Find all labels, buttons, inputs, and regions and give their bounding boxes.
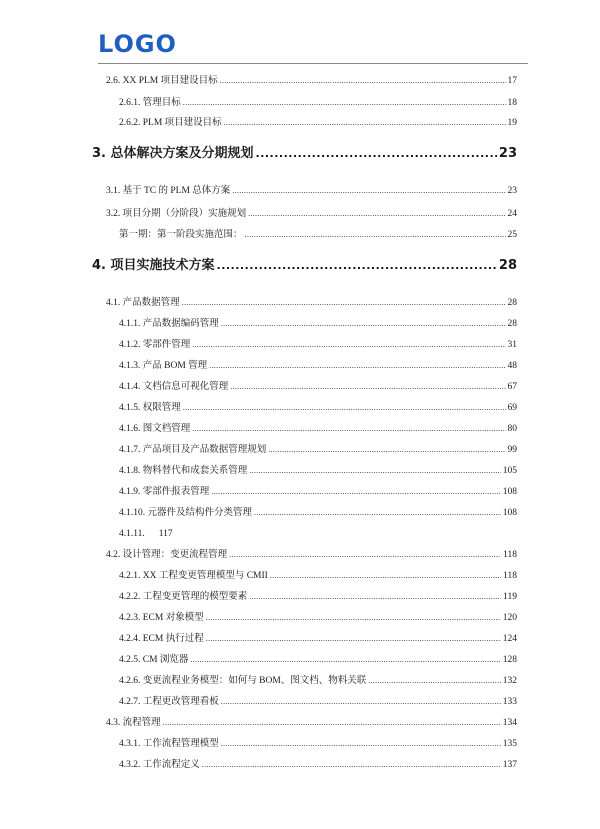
toc-entry-4-2-2[interactable] — [119, 591, 517, 603]
toc-entry-title: 4.3. 流程管理 — [106, 718, 161, 728]
toc-leader-dots — [230, 381, 505, 393]
toc-entry-title: 4.1.4. 文档信息可视化管理 — [119, 382, 229, 392]
toc-leader-dots — [232, 185, 505, 197]
toc-leader-dots — [209, 360, 505, 372]
toc-entry-page: 28 — [498, 258, 517, 273]
toc-entry-4-1-7[interactable] — [119, 444, 517, 456]
toc-leader-dots — [245, 229, 506, 241]
toc-entry-page: 48 — [507, 361, 517, 371]
toc-entry-title: 4. 项目实施技术方案 — [92, 258, 215, 273]
toc-entry-page: 23 — [498, 146, 517, 161]
toc-leader-dots — [229, 549, 501, 561]
toc-leader-dots — [192, 339, 505, 351]
toc-entry-title: 3. 总体解决方案及分期规划 — [92, 146, 254, 161]
toc-entry-chapter-4[interactable] — [92, 258, 517, 274]
toc-entry-4-1-3[interactable] — [119, 360, 517, 372]
toc-entry-page: 28 — [507, 319, 517, 329]
toc-entry-4-1-9[interactable] — [119, 486, 517, 498]
toc-entry-page: 124 — [502, 634, 517, 644]
toc-entry-title: 4.3.2. 工作流程定义 — [119, 760, 200, 770]
toc-entry-page: 119 — [503, 592, 517, 602]
toc-entry-page: 108 — [502, 508, 517, 518]
toc-entry-title: 4.1.9. 零部件报表管理 — [119, 487, 210, 497]
toc-entry-3-2[interactable] — [106, 208, 517, 220]
toc-entry-title: 2.6. XX PLM 项目建设目标 — [106, 76, 218, 86]
toc-entry-title: 4.2.5. CM 浏览器 — [119, 655, 189, 665]
toc-entry-title: 4.1.8. 物料替代和成套关系管理 — [119, 466, 248, 476]
toc-entry-title: 4.1. 产品数据管理 — [106, 298, 180, 308]
company-logo: LOGO — [98, 30, 177, 58]
toc-entry-4-3-2[interactable] — [119, 759, 517, 771]
toc-leader-dots — [256, 146, 497, 162]
toc-entry-page: 120 — [502, 613, 517, 623]
toc-entry-title: 4.1.11. — [119, 529, 145, 539]
toc-entry-title: 4.1.3. 产品 BOM 管理 — [119, 361, 208, 371]
toc-entry-page: 28 — [507, 298, 517, 308]
toc-entry-chapter-3[interactable] — [92, 146, 517, 162]
toc-entry-page: 23 — [507, 186, 517, 196]
toc-entry-4-2-7[interactable] — [119, 696, 517, 708]
toc-entry-title: 4.1.1. 产品数据编码管理 — [119, 319, 219, 329]
toc-entry-4-2[interactable] — [106, 549, 517, 561]
toc-entry-page: 134 — [502, 718, 517, 728]
toc-leader-dots — [221, 738, 501, 750]
toc-leader-dots — [221, 696, 501, 708]
toc-entry-title: 2.6.1. 管理目标 — [119, 98, 181, 108]
toc-entry-title: 3.1. 基于 TC 的 PLM 总体方案 — [106, 186, 231, 196]
toc-leader-dots — [268, 444, 505, 456]
toc-entry-4-1-10[interactable] — [119, 507, 517, 519]
toc-leader-dots — [249, 591, 501, 603]
toc-entry-page: 80 — [507, 424, 517, 434]
toc-entry-page: 25 — [507, 230, 517, 240]
toc-leader-dots — [249, 465, 500, 477]
toc-entry-page: 128 — [502, 655, 517, 665]
toc-entry-4-1-8[interactable] — [119, 465, 517, 477]
toc-entry-title: 第一期：第一阶段实施范围： — [119, 230, 243, 240]
toc-entry-page: 18 — [507, 98, 517, 108]
toc-leader-dots — [206, 612, 501, 624]
toc-entry-4-1-4[interactable] — [119, 381, 517, 393]
toc-entry-4-2-6[interactable] — [119, 675, 517, 687]
toc-entry-page: 67 — [507, 382, 517, 392]
toc-entry-page: 117 — [158, 529, 173, 539]
toc-entry-title: 4.3.1. 工作流程管理模型 — [119, 739, 219, 749]
toc-leader-dots — [183, 402, 506, 414]
toc-entry-title: 4.2.4. ECM 执行过程 — [119, 634, 204, 644]
toc-entry-page: 118 — [503, 550, 517, 560]
toc-entry-4-3[interactable] — [106, 717, 517, 729]
toc-entry-3-1[interactable] — [106, 185, 517, 197]
toc-entry-title: 4.2. 设计管理：变更流程管理 — [106, 550, 228, 560]
toc-leader-dots — [270, 570, 501, 582]
toc-leader-dots — [202, 759, 501, 771]
toc-entry-title: 4.2.3. ECM 对象模型 — [119, 613, 204, 623]
toc-entry-title: 4.2.2. 工程变更管理的模型要素 — [119, 592, 248, 602]
toc-entry-page: 132 — [502, 676, 517, 686]
toc-entry-4-2-5[interactable] — [119, 654, 517, 666]
toc-entry-title: 3.2. 项目分期（分阶段）实施规划 — [106, 209, 247, 219]
toc-entry-2-6-2[interactable] — [119, 117, 517, 129]
toc-entry-page: 137 — [502, 760, 517, 770]
toc-entry-4-2-1[interactable] — [119, 570, 517, 582]
toc-entry-4-1[interactable] — [106, 297, 517, 309]
toc-entry-4-3-1[interactable] — [119, 738, 517, 750]
toc-leader-dots — [206, 633, 501, 645]
toc-leader-dots — [211, 486, 500, 498]
toc-leader-dots — [254, 507, 501, 519]
toc-entry-title: 4.1.2. 零部件管理 — [119, 340, 191, 350]
toc-entry-page: 133 — [502, 697, 517, 707]
toc-leader-dots — [182, 297, 506, 309]
toc-entry-title: 4.1.6. 图文档管理 — [119, 424, 191, 434]
toc-entry-title: 4.2.6. 变更流程业务模型：如何与 BOM、图文档、物料关联 — [119, 676, 367, 686]
toc-entry-page: 105 — [502, 466, 517, 476]
toc-entry-title: 4.1.7. 产品项目及产品数据管理规划 — [119, 445, 267, 455]
toc-entry-title: 2.6.2. PLM 项目建设目标 — [119, 118, 222, 128]
toc-entry-page: 69 — [507, 403, 517, 413]
toc-leader-dots — [224, 117, 506, 129]
toc-entry-2-6[interactable] — [106, 75, 517, 87]
toc-entry-phase-1[interactable] — [119, 229, 517, 241]
toc-entry-4-2-4[interactable] — [119, 633, 517, 645]
toc-entry-4-1-6[interactable] — [119, 423, 517, 435]
toc-leader-dots — [183, 97, 506, 109]
toc-entry-2-6-1[interactable] — [119, 97, 517, 109]
toc-leader-dots — [220, 75, 506, 87]
toc-entry-page: 108 — [502, 487, 517, 497]
toc-leader-dots — [163, 717, 501, 729]
toc-entry-4-2-3[interactable] — [119, 612, 517, 624]
toc-entry-page: 17 — [507, 76, 517, 86]
toc-leader-dots — [368, 675, 500, 687]
toc-leader-dots — [190, 654, 500, 666]
toc-entry-4-1-1[interactable] — [119, 318, 517, 330]
toc-entry-4-1-11[interactable] — [119, 528, 173, 540]
toc-entry-page: 31 — [507, 340, 517, 350]
toc-entry-title: 4.2.7. 工程更改管理看板 — [119, 697, 219, 707]
toc-entry-page: 118 — [503, 571, 517, 581]
toc-entry-page: 19 — [507, 118, 517, 128]
toc-entry-page: 135 — [502, 739, 517, 749]
toc-leader-dots — [221, 318, 506, 330]
toc-entry-title: 4.2.1. XX 工程变更管理模型与 CMII — [119, 571, 268, 581]
toc-leader-dots — [192, 423, 505, 435]
toc-entry-page: 99 — [507, 445, 517, 455]
toc-leader-dots — [248, 208, 505, 220]
toc-entry-4-1-5[interactable] — [119, 402, 517, 414]
toc-leader-dots — [217, 258, 497, 274]
toc-entry-title: 4.1.5. 权限管理 — [119, 403, 181, 413]
toc-entry-title: 4.1.10. 元器件及结构件分类管理 — [119, 508, 253, 518]
toc-entry-4-1-2[interactable] — [119, 339, 517, 351]
toc-entry-page: 24 — [507, 209, 517, 219]
